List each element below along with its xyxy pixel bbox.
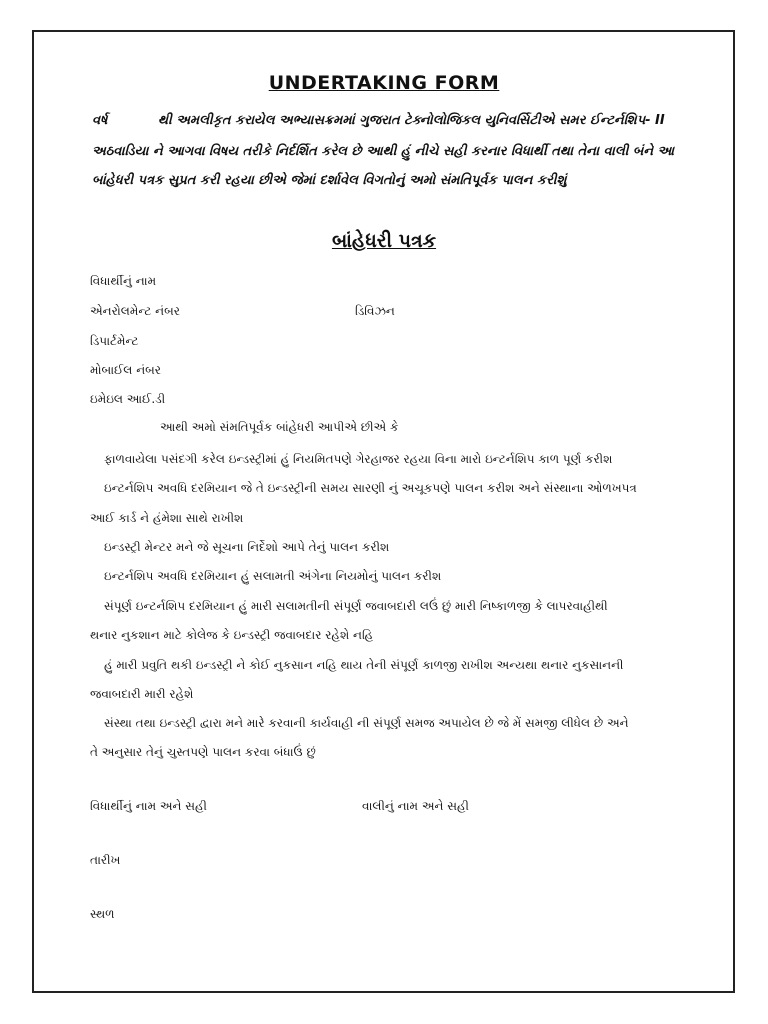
year-label: વર્ષ bbox=[92, 113, 108, 128]
pledge-line: ફાળવાયેલા પસંદગી કરેલ ઇન્ડસ્ટ્રીમાં હું નિયમિતપણે ગેરહાજર રહયા વિના મારો ઇન્ટર્નશિપ કાળ પૂર્ણ કરીશ bbox=[104, 452, 613, 466]
place-label: સ્થળ bbox=[90, 907, 115, 921]
pledge-line: આઈ કાર્ડ ને હંમેશા સાથે રાખીશ bbox=[90, 511, 244, 525]
pledge-line: ઇન્ટર્નશિપ અવધિ દરમિયાન જે તે ઇન્ડસ્ટ્રીની સમય સારણી નું અચૂકપણે પાલન કરીશ અને સંસ્થાના ઓળખપત્ર bbox=[104, 481, 637, 495]
department-label: ડિપાર્ટમેન્ટ bbox=[90, 334, 139, 348]
pledge-intro: આથી અમો સંમતિપૂર્વક બાંહેધરી આપીએ છીએ કે bbox=[160, 420, 399, 434]
pledge-line: સંસ્થા તથા ઇન્ડસ્ટ્રી દ્વારા મને મારે કરવાની કાર્યવાહી ની સંપૂર્ણ સમજ અપાયેલ છે જે મેં સમજી લીધેલ છે અને bbox=[104, 716, 629, 730]
mobile-number-label: મોબાઈલ નંબર bbox=[90, 363, 161, 377]
pledge-line: સંપૂર્ણ ઇન્ટર્નશિપ દરમિયાન હું મારી સલામતીની સંપૂર્ણ જવાબદારી લઉં છું મારી નિષ્કાળજી કે લાપરવાહીથી bbox=[104, 599, 608, 613]
form-title: UNDERTAKING FORM bbox=[268, 72, 500, 94]
date-label: તારીખ bbox=[90, 853, 121, 867]
pledge-line: તે અનુસાર તેનું ચુસ્તપણે પાલન કરવા બંધાઉં છું bbox=[90, 745, 316, 759]
pledge-line: જવાબદારી મારી રહેશે bbox=[90, 687, 194, 701]
email-id-label: ઇમેઇલ આઈ.ડી bbox=[90, 392, 166, 406]
enrollment-number-label: એનરોલમેન્ટ નંબર bbox=[90, 304, 180, 318]
undertaking-subtitle: બાંહેધરી પત્રક bbox=[331, 230, 437, 252]
pledge-line: ઇન્ડસ્ટ્રી મેન્ટર મને જે સૂચના નિર્દેશો આપે તેનું પાલન કરીશ bbox=[104, 540, 390, 554]
pledge-line: ઇન્ટર્નશિપ અવધિ દરમિયાન હું સલામતી અંગેના નિયમોનું પાલન કરીશ bbox=[104, 569, 442, 583]
division-label: ડિવિઝન bbox=[355, 304, 395, 318]
student-signature-label: વિધાર્થીનું નામ અને સહી bbox=[90, 799, 207, 813]
intro-line-1-text: થી અમલીકૃત કરાયેલ અભ્યાસક્રમમાં ગુજરાત ટેક્નોલોજિકલ યુનિવર્સિટીએ સમર ઈન્ટર્નશિપ- II bbox=[158, 113, 665, 128]
intro-line-3: બાંહેધરી પત્રક સુપ્રત કરી રહયા છીએ જેમાં દર્શાવેલ વિગતોનું અમો સંમતિપૂર્વક પાલન કરીશું bbox=[92, 173, 567, 188]
student-name-label: વિધાર્થીનું નામ bbox=[90, 274, 157, 288]
intro-line-2: અઠવાડિયા ને આગવા વિષય તરીકે નિર્દર્શિત કરેલ છે આથી હું નીચે સહી કરનાર વિધાર્થી તથા તેના વાલી બંને આ bbox=[92, 144, 675, 159]
pledge-line: હું મારી પ્રવુતિ થકી ઇન્ડસ્ટ્રી ને કોઈ નુકસાન નહિ થાય તેની સંપૂર્ણ કાળજી રાખીશ અન્યથા થનાર નુકસાનની bbox=[104, 658, 624, 672]
pledge-line: થનાર નુકશાન માટે કોલેજ કે ઇન્ડસ્ટ્રી જવાબદાર રહેશે નહિ bbox=[90, 628, 374, 642]
parent-signature-label: વાલીનું નામ અને સહી bbox=[362, 799, 469, 813]
intro-line-1 bbox=[92, 113, 722, 128]
